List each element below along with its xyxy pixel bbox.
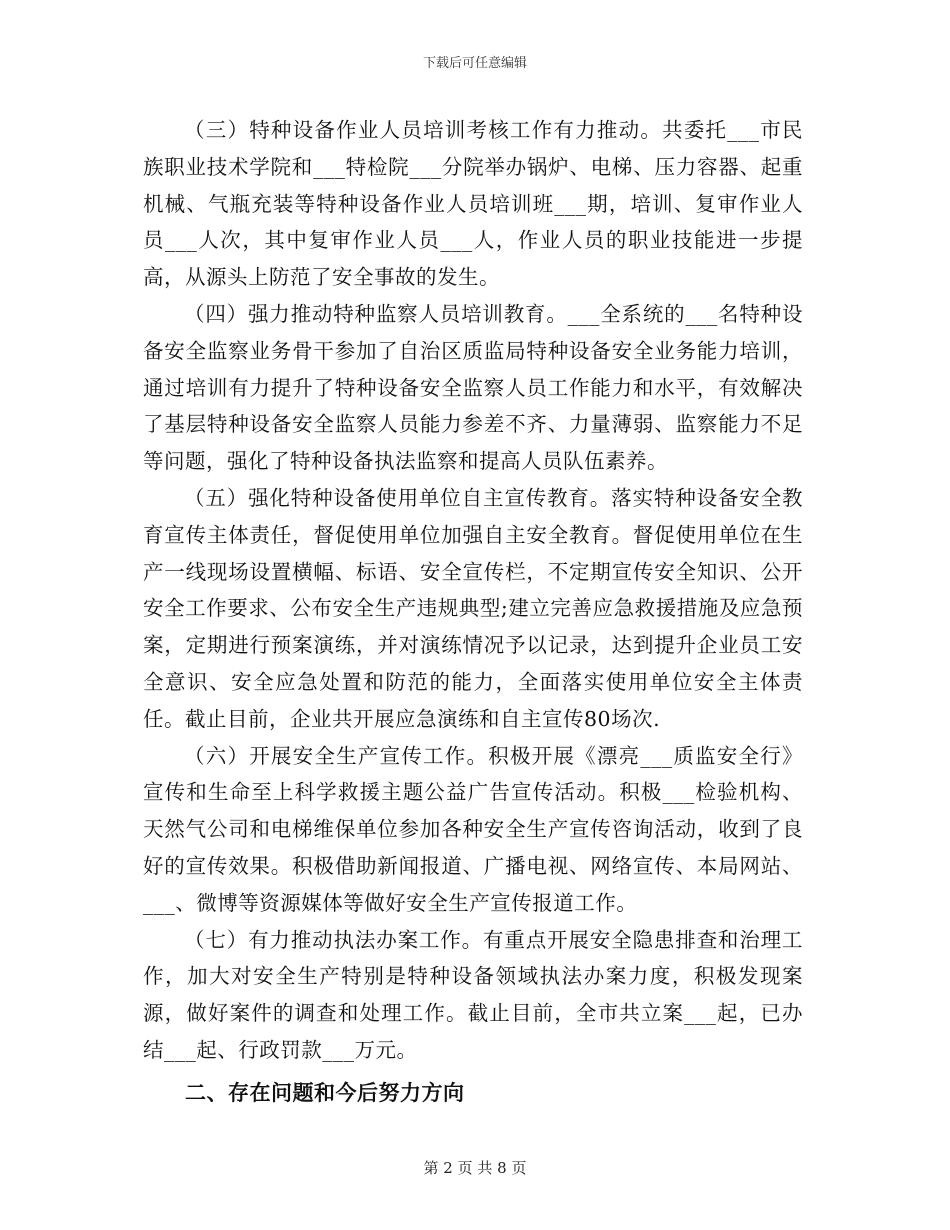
page-header: 下载后可任意编辑 [422,56,527,71]
paragraph-3: （三）特种设备作业人员培训考核工作有力推动。共委托___市民族职业技术学院和___特检院___分院举办锅炉、电梯、压力容器、起重机械、气瓶充装等特种设备作业人员培训班___期，培训、复审作业人员___人次，其中复审作业人员___人，作业人员的职业技能进一步提高，从源头上防范了安全事故的发生。 [143,118,803,290]
page-footer: 第 2 页 共 8 页 [423,1159,527,1177]
paragraph-7: （七）有力推动执法办案工作。有重点开展安全隐患排查和治理工作，加大对安全生产特别是特种设备领域执法办案力度，积极发现案源，做好案件的调查和处理工作。截止目前，全市共立案___起，已办结___起、行政罚款___万元。 [143,927,803,1062]
section-heading: 二、存在问题和今后努力方向 [185,1079,465,1105]
paragraph-5: （五）强化特种设备使用单位自主宣传教育。落实特种设备安全教育宣传主体责任，督促使用单位加强自主安全教育。督促使用单位在生产一线现场设置横幅、标语、安全宣传栏，不定期宣传安全知识、公开安全工作要求、公布安全生产违规典型;建立完善应急救援措施及应急预案，定期进行预案演练，并对演练情况予以记录，达到提升企业员工安全意识、安全应急处置和防范的能力，全面落实使用单位安全主体责任。截止目前，企业共开展应急演练和自主宣传80场次. [143,485,803,731]
paragraph-6: （六）开展安全生产宣传工作。积极开展《漂亮___质监安全行》宣传和生命至上科学救援主题公益广告宣传活动。积极___检验机构、天然气公司和电梯维保单位参加各种安全生产宣传咨询活动，收到了良好的宣传效果。积极借助新闻报道、广播电视、网络宣传、本局网站、___、微博等资源媒体等做好安全生产宣传报道工作。 [143,743,803,915]
paragraph-4: （四）强力推动特种监察人员培训教育。___全系统的___名特种设备安全监察业务骨干参加了自治区质监局特种设备安全业务能力培训，通过培训有力提升了特种设备安全监察人员工作能力和水平，有效解决了基层特种设备安全监察人员能力参差不齐、力量薄弱、监察能力不足等问题，强化了特种设备执法监察和提高人员队伍素养。 [143,301,803,474]
document-body [143,112,803,1113]
